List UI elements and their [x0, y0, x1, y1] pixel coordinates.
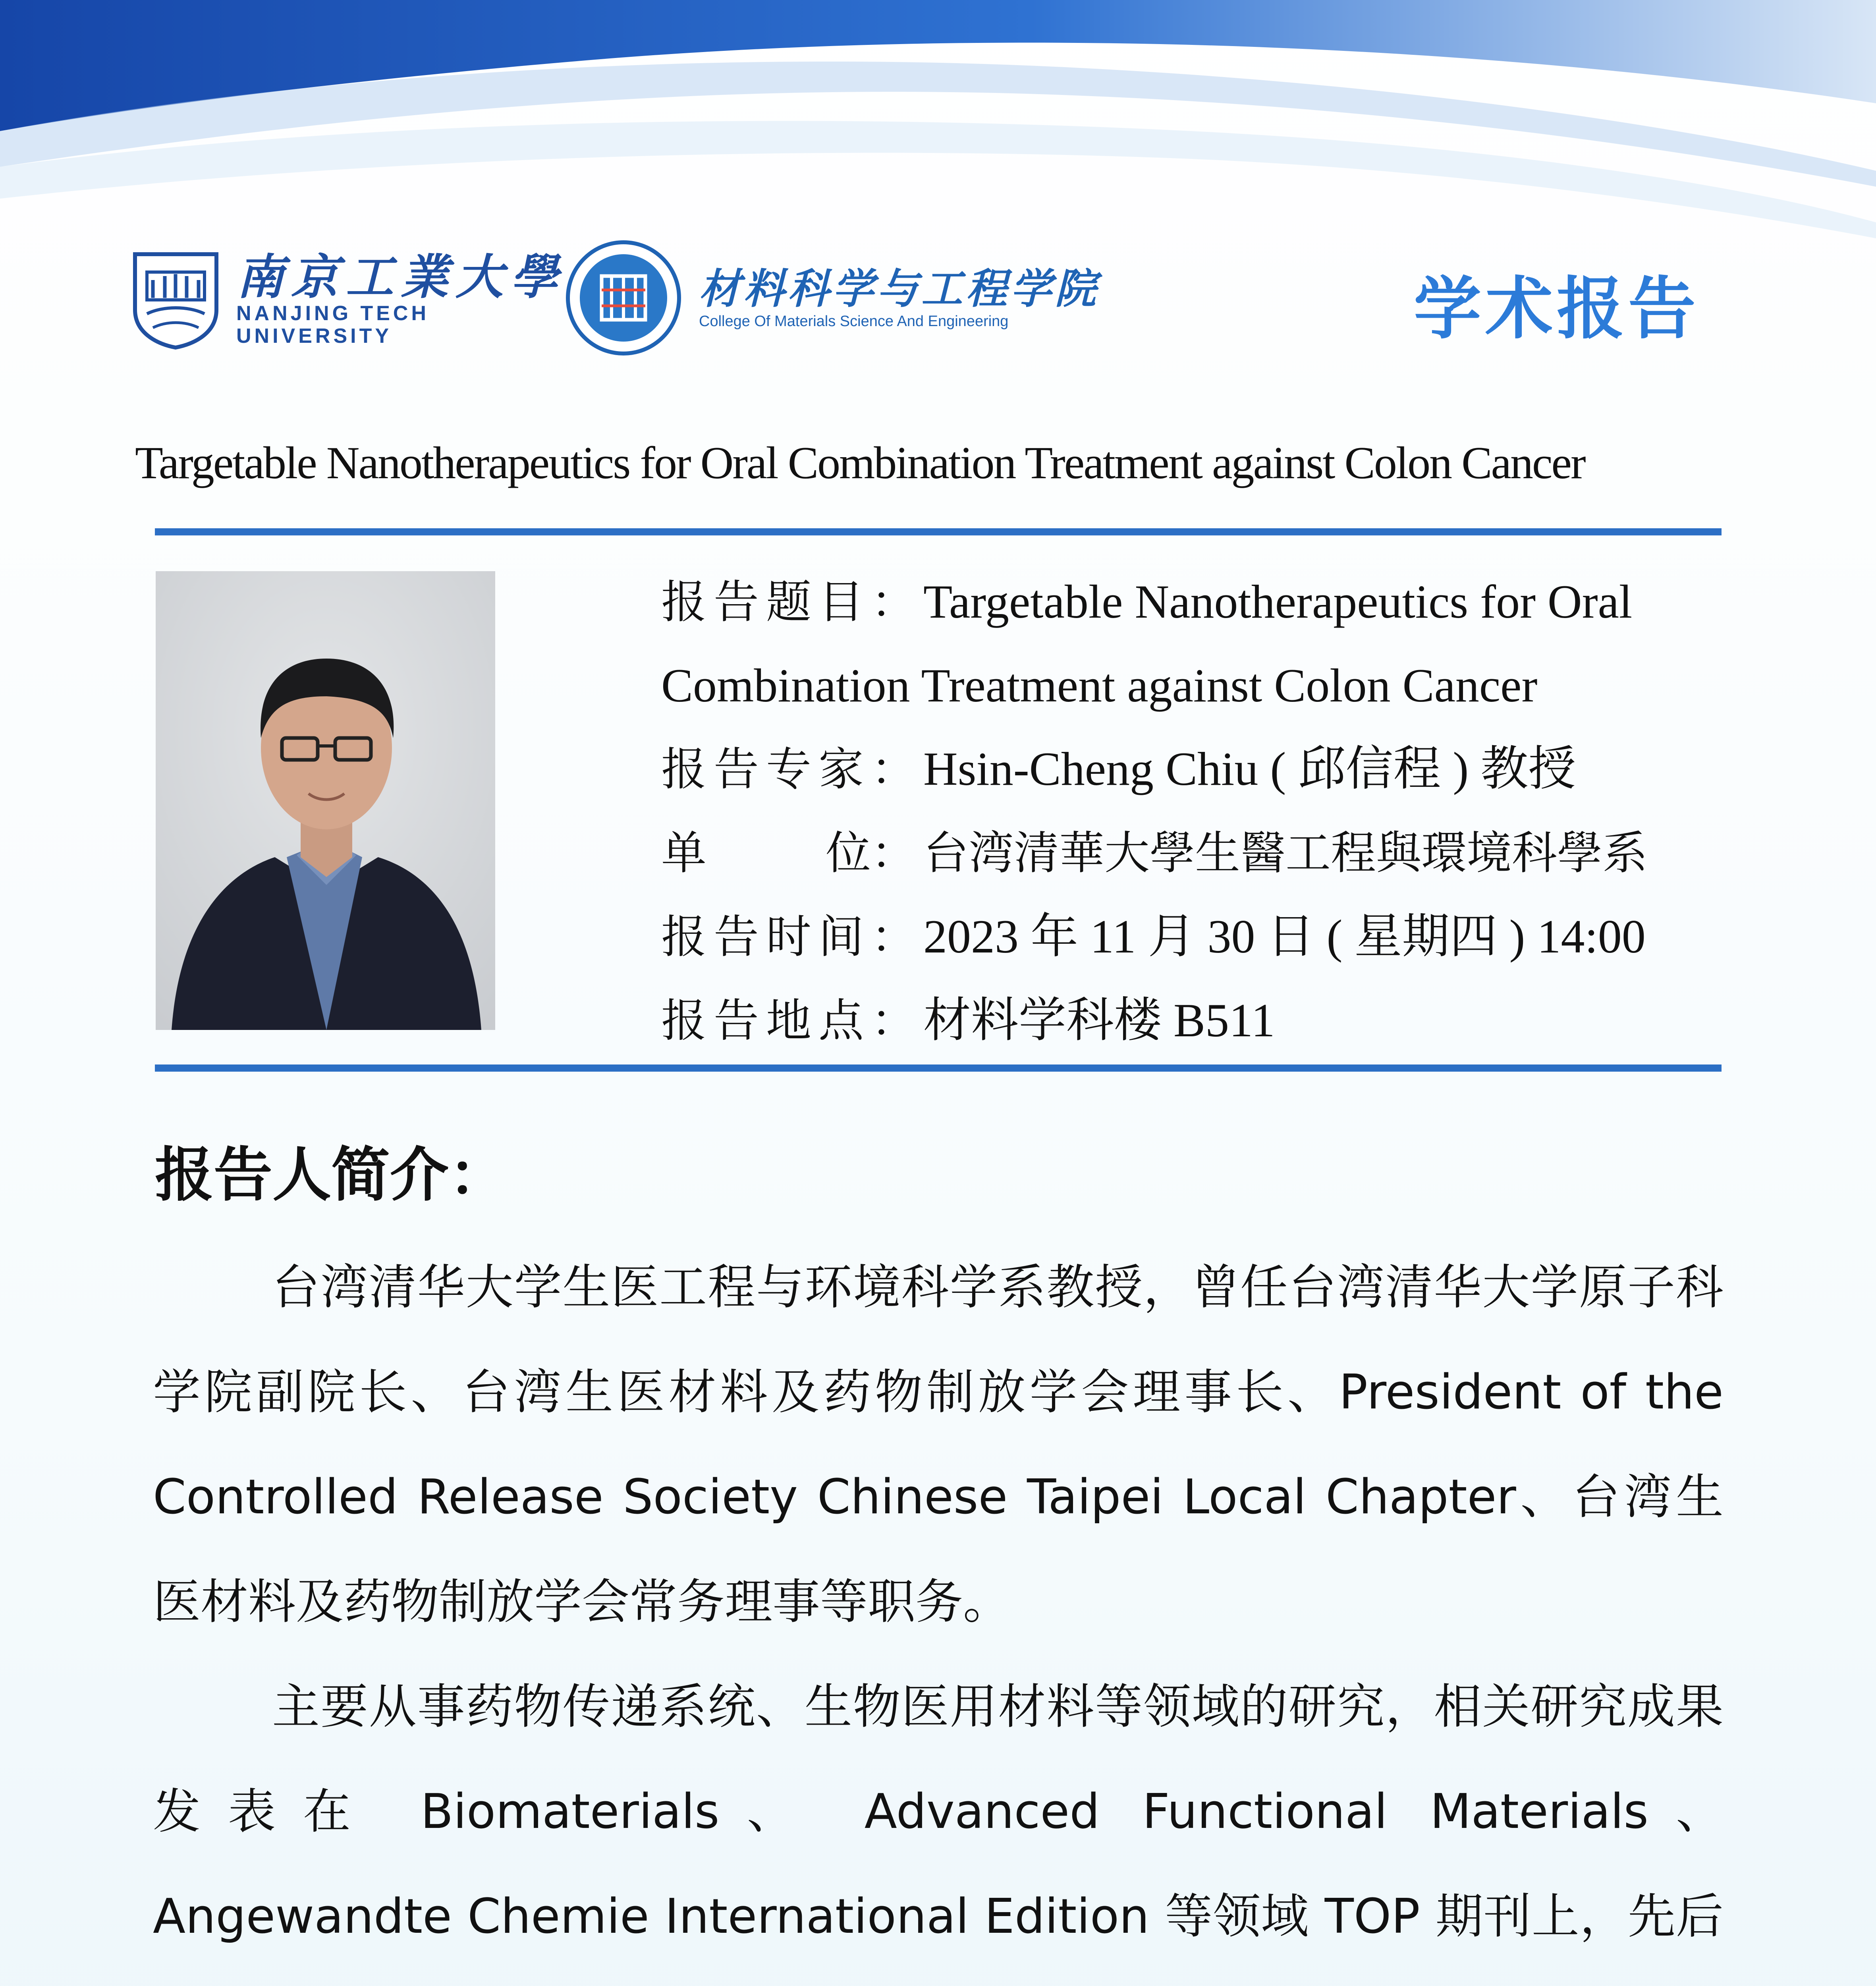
report-info — [661, 560, 1722, 1063]
divider-bottom — [155, 1064, 1722, 1072]
university-cn-name: 南京工業大學 — [236, 249, 565, 305]
report-headline: Targetable Nanotherapeutics for Oral Combination Treatment against Colon Cancer — [135, 438, 1585, 489]
topic-value-line1: Targetable Nanotherapeutics for Oral — [923, 575, 1633, 628]
college-logo — [564, 238, 1099, 357]
bio-paragraph-1-text: 台湾清华大学生医工程与环境科学系教授，曾任台湾清华大学原子科学院副院长、台湾生医材料及药物制放学会理事长、President of the Controlled Release Society Chinese Taipei Local Chapter、台湾生医材料及药物制放学会常务理事等职务。 — [153, 1260, 1724, 1630]
bio-paragraph-1 — [153, 1235, 1724, 1655]
topic-label: 报告题目： — [661, 576, 924, 628]
time-row — [661, 895, 1722, 979]
university-en-name-line2: UNIVERSITY — [236, 325, 392, 348]
college-cn-name: 材料科学与工程学院 — [699, 264, 1100, 313]
time-label: 报告时间： — [661, 910, 924, 963]
speaker-photo — [156, 571, 495, 1030]
topic-row — [661, 560, 1722, 644]
unit-value: 台湾清華大學生醫工程與環境科學系 — [923, 827, 1648, 879]
unit-label-part1: 单 — [661, 827, 707, 879]
speaker-row — [661, 727, 1722, 811]
time-value: 2023 年 11 月 30 日 ( 星期四 ) 14:00 — [923, 910, 1646, 963]
college-en-name: College Of Materials Science And Engineering — [699, 313, 1009, 330]
unit-row — [661, 811, 1722, 895]
unit-label-part2: 位： — [826, 827, 917, 879]
speaker-value: Hsin-Cheng Chiu ( 邱信程 ) 教授 — [923, 742, 1576, 795]
nanjing-tech-logo — [131, 250, 565, 350]
bio-paragraph-2-text: 主要从事药物传递系统、生物医用材料等领域的研究，相关研究成果发表在 Biomaterials、 Advanced Functional Materials、Angewandte Chemie International Edition 等领域 TOP 期刊上，先后 — [153, 1679, 1724, 1944]
university-en-name-line1: NANJING TECH — [236, 301, 430, 325]
college-seal-logo — [564, 238, 683, 357]
bio-paragraph-2 — [153, 1655, 1724, 1986]
place-label: 报告地点： — [661, 994, 924, 1047]
place-row — [661, 979, 1722, 1063]
divider-top — [155, 528, 1722, 535]
bio-heading: 报告人简介： — [155, 1141, 508, 1209]
poster-tag: 学术报告 — [1414, 270, 1700, 348]
place-value: 材料学科楼 B511 — [923, 994, 1275, 1047]
njtech-shield-logo — [131, 250, 220, 350]
speaker-label: 报告专家： — [661, 743, 924, 796]
bio-body — [153, 1235, 1724, 1986]
unit-label — [661, 811, 923, 895]
topic-value-line2: Combination Treatment against Colon Cancer — [661, 659, 1538, 712]
topic-row-continued — [661, 644, 1722, 727]
